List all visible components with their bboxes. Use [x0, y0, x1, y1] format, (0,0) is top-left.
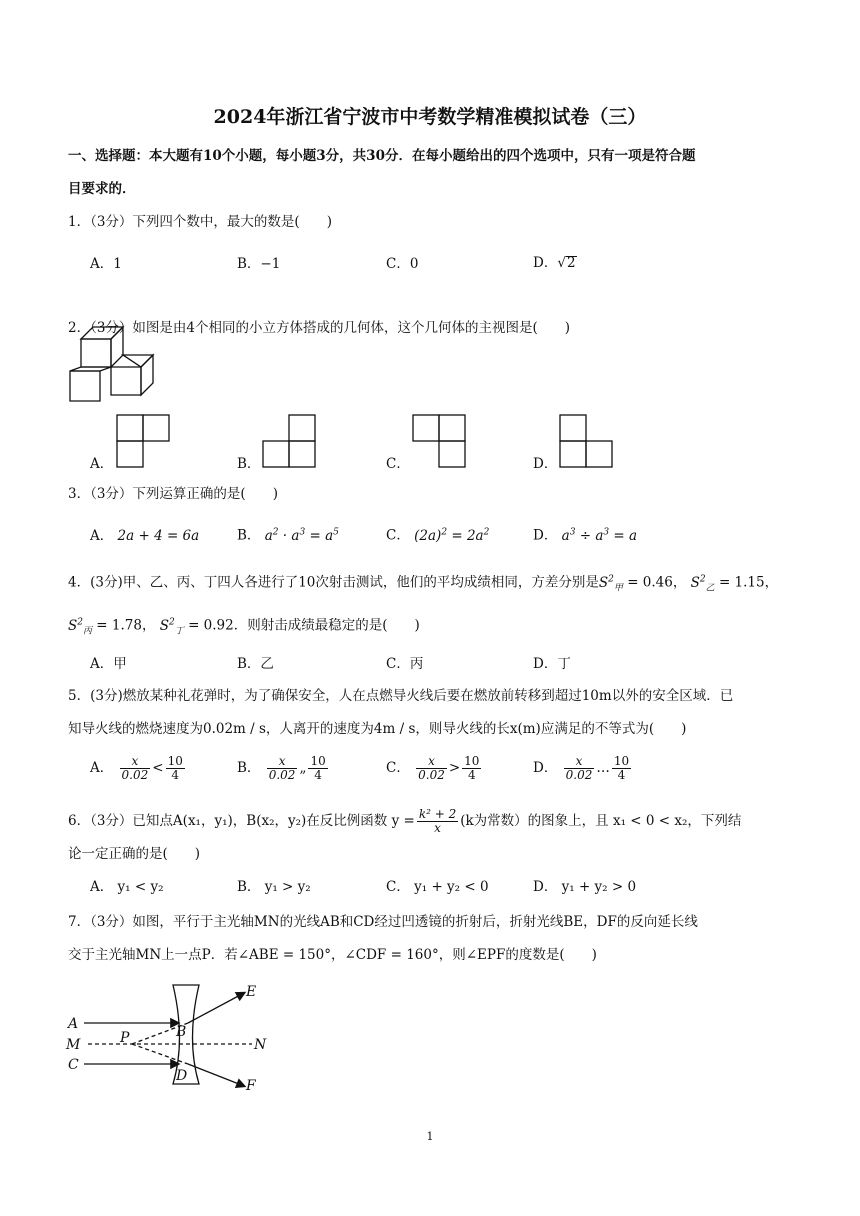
- q4-option-b: B．乙: [237, 656, 274, 672]
- q1-option-c: C．0: [386, 256, 419, 272]
- q4-option-a: A．甲: [90, 656, 127, 672]
- q2-option-c-figure: [412, 414, 468, 468]
- q6-option-b: B． y₁ > y₂: [237, 879, 311, 895]
- q6-option-d: D． y₁ + y₂ > 0: [533, 879, 637, 895]
- q2-stem: 2．（3分）如图是由4个相同的小立方体搭成的几何体，这个几何体的主视图是( ): [68, 320, 571, 336]
- q3-option-a: [90, 530, 199, 544]
- q3-option-b: [237, 528, 339, 543]
- q1-option-b: B．−1: [237, 256, 281, 272]
- q1-option-d: [533, 256, 577, 271]
- q5-a-left-fraction: $\frac{x}{0.02}$: [121, 754, 149, 783]
- q7-concave-lens-figure: [66, 980, 276, 1094]
- q4-stem-text: 4．(3分)甲、乙、丙、丁四人各进行了10次射击测试，他们的平均成绩相同，方差分别是: [68, 574, 599, 591]
- q5-option-c-label: C．: [386, 760, 410, 777]
- q2-option-c: C．: [386, 456, 410, 472]
- label-m: M: [66, 1037, 81, 1053]
- q5-a-right-fraction: $\frac{10}{4}$: [167, 754, 183, 783]
- q5-stem-line1: 5．(3分)燃放某种礼花弹时，为了确保安全，人在点燃导火线后要在燃放前转移到超过10m以外的安全区域．已: [68, 688, 734, 704]
- q5-d-left-fraction: $\frac{x}{0.02}$: [565, 754, 593, 783]
- q3-option-c-expr: $(2a)^2 = 2a^2$: [414, 527, 490, 544]
- q1-option-d-radicand: 2: [566, 255, 576, 271]
- page-number: 1: [426, 1130, 434, 1143]
- q5-c-relation: >: [448, 760, 461, 777]
- q4-stem-line1: [68, 575, 778, 593]
- sqrt-symbol: √: [557, 255, 566, 271]
- q1-option-d-label: D．: [533, 255, 558, 271]
- label-a: A: [68, 1016, 79, 1032]
- q4-variance-yi-value: = 1.15，: [718, 574, 779, 591]
- q4-variance-jia: $S^2_甲$: [598, 574, 623, 594]
- q5-option-b: [237, 755, 330, 782]
- q5-a-relation: <: [152, 760, 164, 777]
- q5-c-right-fraction: $\frac{10}{4}$: [464, 754, 480, 783]
- q5-option-b-label: B．: [237, 760, 261, 777]
- q4-variance-yi: $S^2_乙$: [690, 574, 715, 594]
- q2-isometric-cubes-figure: [68, 325, 158, 405]
- q3-option-b-expr: $a^2 \cdot a^3 = a^5$: [264, 527, 339, 544]
- label-p: P: [120, 1030, 130, 1046]
- q6-option-c: C． y₁ + y₂ < 0: [386, 879, 489, 895]
- q5-d-right-fraction: $\frac{10}{4}$: [613, 754, 630, 783]
- q6-stem-part1: 6．（3分）已知点A(x₁，y₁)，B(x₂，y₂)在反比例函数 y =: [68, 813, 415, 830]
- q7-stem-line2: 交于主光轴MN上一点P．若∠ABE = 150°，∠CDF = 160°，则∠EPF的度数是( ): [68, 947, 597, 963]
- q1-option-a: A．1: [90, 256, 122, 272]
- q3-option-a-expr: 2a + 4 = 6a: [117, 528, 200, 544]
- q5-d-relation: …: [596, 760, 610, 777]
- q3-option-d-label: D．: [533, 527, 558, 544]
- q5-option-d: [533, 755, 633, 782]
- q6-stem-line2: 论一定正确的是( ): [68, 846, 201, 862]
- section-header-line2: 目要求的．: [68, 181, 136, 197]
- page-title: 2024年浙江省宁波市中考数学精准模拟试卷（三）: [213, 106, 647, 128]
- q5-b-relation: „: [299, 760, 307, 777]
- q3-option-d-expr: $a^3 \div a^3 = a$: [561, 527, 638, 544]
- q4-option-c: C．丙: [386, 656, 424, 672]
- q4-stem-line2: [68, 618, 420, 636]
- q6-function-fraction: $\frac{\text{k² + 2}}{x}$: [418, 807, 457, 836]
- q2-option-d-figure: [559, 414, 615, 468]
- q3-stem: 3．（3分）下列运算正确的是( ): [68, 486, 278, 502]
- q3-option-a-label: A．: [90, 528, 114, 544]
- q4-variance-bing: $S^2_丙$: [68, 617, 92, 637]
- q6-stem-line1: [68, 808, 741, 835]
- q5-c-left-fraction: $\frac{x}{0.02}$: [418, 754, 445, 783]
- q6-stem-part2: (k为常数）的图象上，且 x₁ < 0 < x₂，下列结: [460, 813, 742, 830]
- q5-option-a: [90, 755, 187, 782]
- q4-option-d: D．丁: [533, 656, 571, 672]
- label-e: E: [246, 984, 257, 1000]
- q5-stem-line2: 知导火线的燃烧速度为0.02m / s，人离开的速度为4m / s，则导火线的长x(m)应满足的不等式为( ): [68, 721, 687, 737]
- q7-stem-line1: 7．（3分）如图，平行于主光轴MN的光线AB和CD经过凹透镜的折射后，折射光线BE，DF的反向延长线: [68, 914, 698, 930]
- q5-b-left-fraction: $\frac{x}{0.02}$: [268, 754, 296, 783]
- label-c: C: [68, 1057, 79, 1073]
- q4-variance-ding-value: = 0.92．则射击成绩最稳定的是( ): [188, 617, 420, 634]
- label-n: N: [254, 1037, 267, 1053]
- q4-variance-bing-value: = 1.78，: [96, 617, 156, 634]
- q5-option-d-label: D．: [533, 760, 558, 777]
- q2-option-d: D．: [533, 456, 558, 472]
- q3-option-b-label: B．: [237, 527, 261, 544]
- q4-variance-jia-value: = 0.46，: [627, 574, 687, 591]
- q6-option-a: A． y₁ < y₂: [90, 879, 164, 895]
- q4-variance-ding: $S^2_丁$: [159, 617, 184, 637]
- q3-option-d: [533, 528, 637, 543]
- q2-option-b-figure: [262, 414, 318, 468]
- label-b: B: [176, 1024, 187, 1040]
- label-f: F: [246, 1078, 256, 1094]
- q3-option-c: [386, 528, 489, 543]
- section-header-line1: 一、选择题：本大题有10个小题，每小题3分，共30分．在每小题给出的四个选项中，只有一项是符合题: [68, 148, 696, 164]
- q1-stem: 1．（3分）下列四个数中，最大的数是( ): [68, 214, 332, 230]
- q3-option-c-label: C．: [386, 527, 410, 544]
- q2-option-b: B．: [237, 456, 261, 472]
- q2-option-a: A．: [90, 456, 114, 472]
- label-d: D: [176, 1068, 188, 1084]
- q5-option-a-label: A．: [90, 760, 114, 777]
- q5-b-right-fraction: $\frac{10}{4}$: [310, 754, 326, 783]
- q5-option-c: [386, 755, 483, 782]
- q2-option-a-figure: [116, 414, 172, 468]
